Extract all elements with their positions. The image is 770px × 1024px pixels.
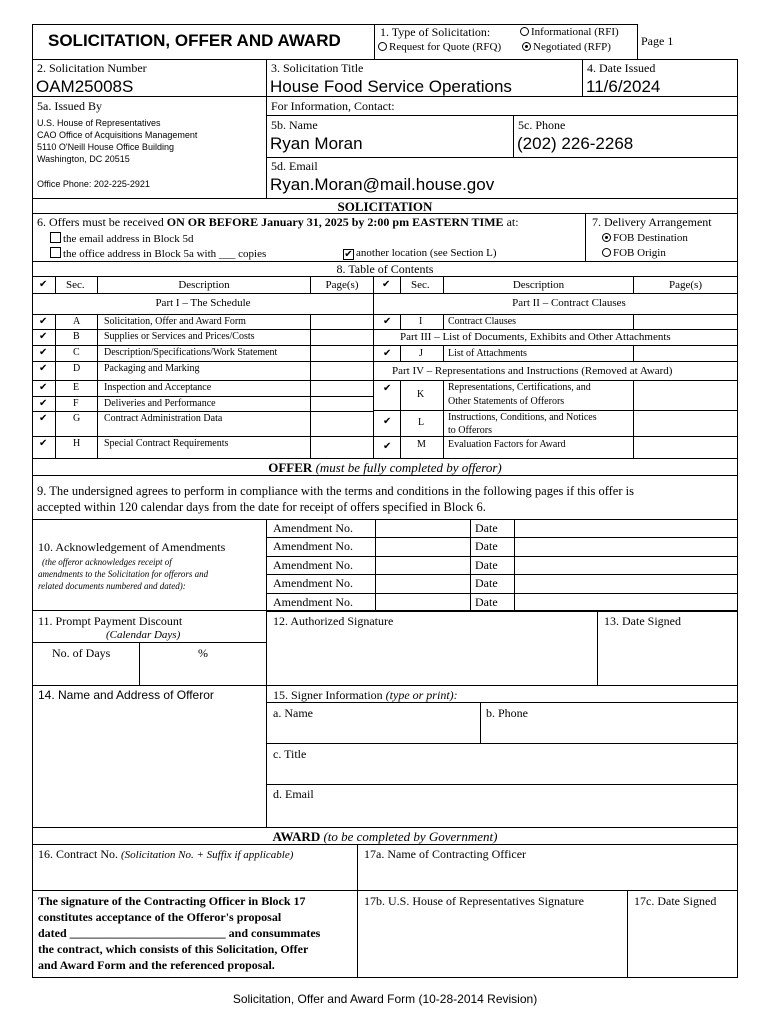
amendment-number-cell[interactable]	[375, 556, 471, 575]
date-issued: 11/6/2024	[586, 77, 661, 96]
toc-sec-g: G	[73, 413, 81, 424]
award-statement-line-2: constitutes acceptance of the Offeror's proposal	[38, 910, 282, 924]
toc-desc-l-2: to Offerors	[448, 425, 492, 436]
toc-desc-g: Contract Administration Data	[104, 413, 223, 424]
toc-pages-header-right: Page(s)	[669, 279, 702, 291]
toc-sec-i: I	[419, 316, 423, 327]
toc-row-pages-cell[interactable]	[310, 345, 374, 362]
footer-revision: Solicitation, Offer and Award Form (10-28-2014 Revision)	[232, 992, 538, 1006]
solicitation-heading: SOLICITATION	[337, 199, 433, 214]
days-label: No. of Days	[52, 646, 111, 660]
block5a-label: 5a. Issued By	[37, 99, 102, 113]
offer-heading: OFFER (must be fully completed by offeror)	[268, 460, 502, 475]
amendment-label: Amendment No.	[273, 558, 353, 572]
signer-title-cell[interactable]	[266, 743, 738, 785]
radio-informational-icon[interactable]	[520, 27, 529, 36]
toc-sec-d: D	[73, 363, 81, 374]
block14-cell[interactable]	[32, 685, 267, 828]
block2-label: 2. Solicitation Number	[37, 61, 147, 75]
toc-part2: Part II – Contract Clauses	[512, 297, 626, 309]
check-d-icon: ✔	[39, 363, 48, 374]
block5d-label: 5d. Email	[271, 159, 318, 173]
amendment-date-label: Date	[475, 558, 498, 572]
check-f-icon: ✔	[39, 398, 48, 409]
option-office-address[interactable]: the office address in Block 5a with ___ copies	[50, 247, 266, 260]
check-e-icon: ✔	[39, 382, 48, 393]
amendment-label: Amendment No.	[273, 576, 353, 590]
block5c-label: 5c. Phone	[518, 118, 566, 132]
block10-note-3: related documents numbered and dated):	[38, 581, 186, 591]
amendment-label: Amendment No.	[273, 521, 353, 535]
toc-desc-k-2: Other Statements of Offerors	[448, 396, 565, 407]
toc-desc-m: Evaluation Factors for Award	[448, 439, 566, 450]
award-statement-line-3: dated __________________________ and consummates	[38, 926, 321, 940]
issuer-line-1: U.S. House of Representatives	[37, 118, 161, 128]
radio-fob-destination-icon[interactable]	[602, 233, 611, 242]
issuer-line-2: CAO Office of Acquisitions Management	[37, 130, 198, 140]
signer-email-cell[interactable]	[266, 784, 738, 828]
block10-note-2: amendments to the Solicitation for offerors and	[38, 569, 209, 579]
percent-label: %	[198, 646, 208, 660]
check-k-icon: ✔	[383, 383, 392, 394]
award-statement-line-4: the contract, which consists of this Solicitation, Offer	[38, 942, 309, 956]
amendment-number-cell[interactable]	[375, 537, 471, 557]
amendment-date-cell[interactable]	[514, 556, 738, 575]
toc-desc-header-right: Description	[512, 279, 565, 291]
block11-subtitle: (Calendar Days)	[106, 629, 181, 641]
form-title: SOLICITATION, OFFER AND AWARD	[48, 31, 341, 50]
toc-row-pages-cell[interactable]	[310, 361, 374, 381]
block16-label: 16. Contract No. (Solicitation No. + Suffix if applicable)	[38, 847, 294, 861]
amendment-date-cell[interactable]	[514, 537, 738, 557]
toc-sec-e: E	[73, 382, 80, 393]
toc-sec-header-right: Sec.	[411, 279, 430, 291]
option-fob-destination[interactable]: FOB Destination	[602, 232, 688, 244]
amendment-label: Amendment No.	[273, 595, 353, 609]
type-of-solicitation-label: 1. Type of Solicitation:	[380, 25, 491, 39]
amendment-date-cell[interactable]	[514, 574, 738, 594]
amendment-date-cell[interactable]	[514, 519, 738, 538]
solicitation-number: OAM25008S	[36, 77, 134, 96]
toc-sec-j: J	[419, 348, 423, 359]
check-m-icon: ✔	[383, 441, 392, 452]
award-heading: AWARD (to be completed by Government)	[272, 829, 498, 844]
check-header-right-icon: ✔	[382, 279, 391, 290]
check-j-icon: ✔	[383, 348, 392, 359]
block6-text: 6. Offers must be received ON OR BEFORE January 31, 2025 by 2:00 pm EASTERN TIME at:	[37, 215, 519, 229]
toc-desc-h: Special Contract Requirements	[104, 438, 229, 449]
block17c-label: 17c. Date Signed	[634, 894, 717, 908]
radio-rfq-icon[interactable]	[378, 42, 387, 51]
radio-fob-origin-icon[interactable]	[602, 248, 611, 257]
block17a-label: 17a. Name of Contracting Officer	[364, 847, 527, 861]
option-rfq[interactable]: Request for Quote (RFQ)	[378, 41, 501, 53]
check-g-icon: ✔	[39, 413, 48, 424]
toc-part1: Part I – The Schedule	[155, 297, 251, 309]
check-l-icon: ✔	[383, 416, 392, 427]
toc-desc-f: Deliveries and Performance	[104, 398, 216, 409]
block14-label: 14. Name and Address of Offeror	[38, 688, 214, 702]
block9-line-1: 9. The undersigned agrees to perform in compliance with the terms and conditions in the following pages if this offer is	[37, 484, 634, 498]
amendment-date-label: Date	[475, 595, 498, 609]
page-number: Page 1	[641, 34, 674, 48]
option-informational[interactable]: Informational (RFI)	[520, 26, 619, 38]
check-i-icon: ✔	[383, 316, 392, 327]
toc-desc-d: Packaging and Marking	[104, 363, 200, 374]
block15-label: 15. Signer Information (type or print):	[273, 688, 458, 702]
block9-line-2: accepted within 120 calendar days from the date for receipt of offers specified in Block 6.	[37, 500, 486, 514]
issuer-line-4: Washington, DC 20515	[37, 154, 130, 164]
toc-desc-k-1: Representations, Certifications, and	[448, 382, 591, 393]
check-c-icon: ✔	[39, 347, 48, 358]
signer-name-label: a. Name	[273, 706, 313, 720]
toc-desc-a: Solicitation, Offer and Award Form	[104, 316, 246, 327]
signer-email-label: d. Email	[273, 787, 314, 801]
checkbox-email-icon[interactable]	[50, 232, 61, 243]
toc-desc-header-left: Description	[178, 279, 230, 291]
award-statement-line-5: and Award Form and the referenced proposal.	[38, 958, 275, 972]
toc-desc-l-1: Instructions, Conditions, and Notices	[448, 412, 597, 423]
block3-label: 3. Solicitation Title	[271, 61, 364, 75]
issuer-phone: Office Phone: 202-225-2921	[37, 179, 150, 189]
signer-phone-label: b. Phone	[486, 706, 528, 720]
toc-sec-l: L	[418, 417, 425, 428]
toc-row-pages-cell[interactable]	[310, 396, 374, 412]
toc-sec-f: F	[73, 398, 79, 409]
toc-row-pages-cell[interactable]	[310, 411, 374, 437]
amendment-date-label: Date	[475, 521, 498, 535]
toc-desc-b: Supplies or Services and Prices/Costs	[104, 331, 255, 342]
checkbox-other-location-icon[interactable]: ✔	[344, 249, 353, 260]
block4-label: 4. Date Issued	[587, 61, 656, 75]
toc-title: 8. Table of Contents	[336, 262, 434, 276]
contact-name: Ryan Moran	[270, 134, 363, 153]
option-email-address[interactable]: the email address in Block 5d	[50, 232, 193, 245]
amendment-label: Amendment No.	[273, 539, 353, 553]
contact-label: For Information, Contact:	[271, 99, 395, 113]
block17b-label: 17b. U.S. House of Representatives Signature	[364, 894, 584, 908]
toc-sec-m: M	[417, 439, 426, 450]
contact-email: Ryan.Moran@mail.house.gov	[270, 175, 495, 194]
check-h-icon: ✔	[39, 438, 48, 449]
toc-desc-j: List of Attachments	[448, 348, 527, 359]
toc-sec-a: A	[73, 316, 81, 327]
check-a-icon: ✔	[39, 316, 48, 327]
check-b-icon: ✔	[39, 331, 48, 342]
block10-label: 10. Acknowledgement of Amendments	[38, 540, 226, 554]
award-statement-line-1: The signature of the Contracting Officer in Block 17	[38, 894, 306, 908]
toc-row-pages-cell[interactable]	[310, 436, 374, 459]
checkbox-office-icon[interactable]	[50, 247, 61, 258]
toc-sec-h: H	[73, 438, 81, 449]
toc-sec-k: K	[417, 389, 425, 400]
block10-note-1: (the offeror acknowledges receipt of	[42, 557, 172, 567]
option-fob-origin[interactable]: FOB Origin	[602, 247, 666, 259]
toc-sec-b: B	[73, 331, 80, 342]
block13-label: 13. Date Signed	[604, 614, 681, 628]
solicitation-title: House Food Service Operations	[270, 77, 512, 96]
toc-row-pages-cell[interactable]	[310, 380, 374, 397]
block5b-label: 5b. Name	[271, 118, 318, 132]
toc-sec-c: C	[73, 347, 80, 358]
radio-negotiated-icon[interactable]	[522, 42, 531, 51]
toc-row-pages-cell[interactable]	[310, 314, 374, 330]
toc-pages-header-left: Page(s)	[325, 279, 359, 291]
signer-title-label: c. Title	[273, 747, 307, 761]
toc-part3: Part III – List of Documents, Exhibits and Other Attachments	[400, 331, 671, 343]
issuer-line-3: 5110 O'Neill House Office Building	[37, 142, 174, 152]
toc-sec-header-left: Sec.	[66, 279, 85, 291]
toc-row-pages-cell[interactable]	[310, 329, 374, 346]
toc-desc-e: Inspection and Acceptance	[104, 382, 212, 393]
amendment-date-label: Date	[475, 539, 498, 553]
toc-desc-c: Description/Specifications/Work Statement	[104, 347, 278, 358]
contact-phone: (202) 226-2268	[517, 134, 634, 153]
check-header-left-icon: ✔	[39, 279, 48, 290]
toc-desc-i: Contract Clauses	[448, 316, 517, 327]
toc-part4: Part IV – Representations and Instructions (Removed at Award)	[392, 365, 673, 377]
option-other-location[interactable]: ✔ another location (see Section L)	[344, 247, 497, 260]
amendment-number-cell[interactable]	[375, 519, 471, 538]
block11-label: 11. Prompt Payment Discount	[38, 614, 183, 628]
block7-label: 7. Delivery Arrangement	[592, 215, 712, 229]
amendment-date-label: Date	[475, 576, 498, 590]
option-negotiated[interactable]: Negotiated (RFP)	[522, 41, 611, 53]
amendment-number-cell[interactable]	[375, 574, 471, 594]
block12-label: 12. Authorized Signature	[273, 614, 394, 628]
